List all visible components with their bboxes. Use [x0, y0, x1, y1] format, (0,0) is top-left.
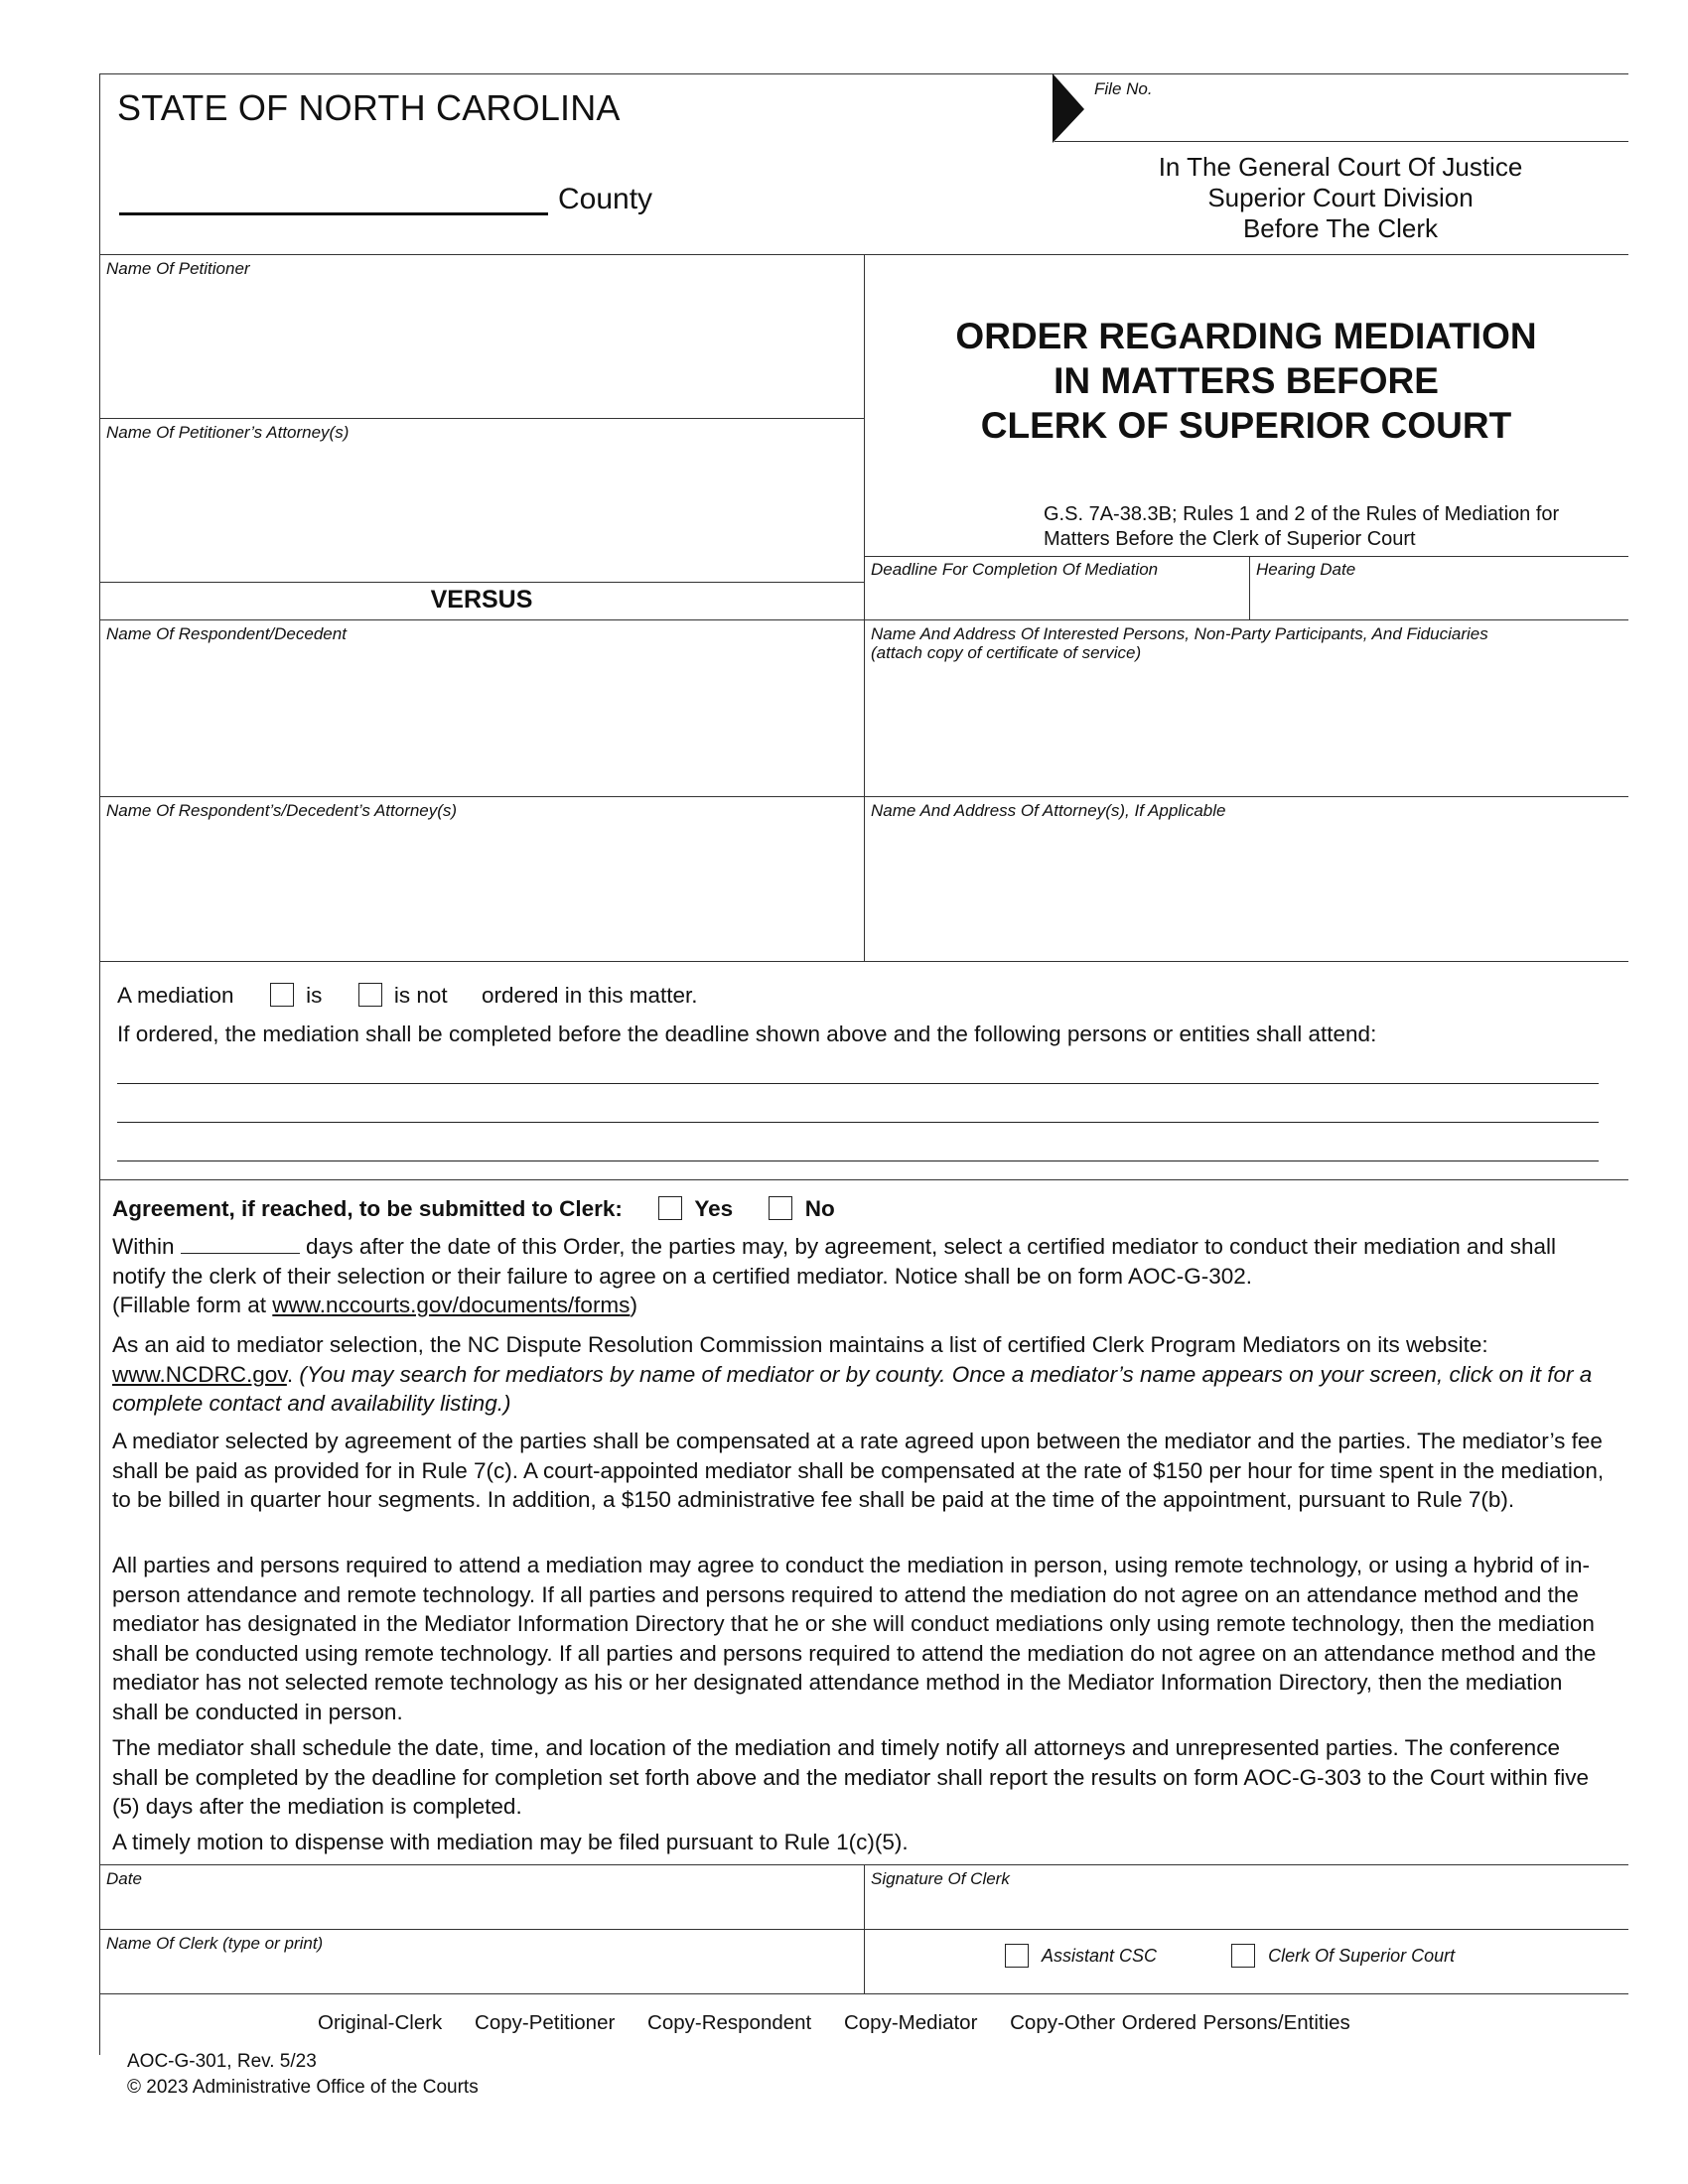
- petitioner-attorney-field[interactable]: [101, 444, 862, 581]
- mediation-suffix: ordered in this matter.: [481, 983, 698, 1008]
- copy-other: Copy-Other Ordered Persons/Entities: [1010, 2011, 1350, 2034]
- statute-line-1: G.S. 7A-38.3B; Rules 1 and 2 of the Rules of Mediation for: [1044, 503, 1560, 525]
- respondent-attorney-label: Name Of Respondent’s/Decedent’s Attorney(s): [106, 801, 458, 820]
- versus-divider: [99, 619, 1628, 620]
- deadline-label: Deadline For Completion Of Mediation: [871, 560, 1159, 579]
- court-line-1: In The General Court Of Justice: [1158, 152, 1523, 182]
- assistant-csc-checkbox[interactable]: [1005, 1944, 1029, 1968]
- mediation-instruction: If ordered, the mediation shall be completed before the deadline shown above and the following persons or entities shall attend:: [117, 1022, 1377, 1046]
- file-no-label: File No.: [1094, 79, 1153, 98]
- petitioner-attorney-label: Name Of Petitioner’s Attorney(s): [106, 423, 350, 442]
- paragraph-compensation: A mediator selected by agreement of the parties shall be compensated at a rate agreed upon between the mediator and the parties. The mediator’s fee shall be paid as provided for in Rule 7(c). A court-appointed mediator shall be compensated at the rate of $150 per hour for time spent in the mediation, to be billed in quarter hour segments. In addition, a $150 administrative fee shall be paid at the time of the appointment, pursuant to Rule 7(b).: [112, 1429, 1605, 1512]
- hearing-date-label: Hearing Date: [1256, 560, 1356, 579]
- mediation-is-label: is: [306, 983, 323, 1008]
- clerk-title-options: [1005, 1946, 1455, 1968]
- mediation-is-not-checkbox[interactable]: [358, 983, 382, 1007]
- signature-field[interactable]: [866, 1890, 1626, 1928]
- respondent-divider: [99, 796, 1628, 797]
- within-text: Within: [112, 1234, 175, 1259]
- agreement-yes-checkbox[interactable]: [658, 1196, 682, 1220]
- mediation-is-checkbox[interactable]: [270, 983, 294, 1007]
- form-id: AOC-G-301, Rev. 5/23: [127, 2051, 317, 2072]
- paragraph-scheduling: The mediator shall schedule the date, time, and location of the mediation and timely notify all attorneys and unrepresented parties. The conference shall be completed by the deadline for completion set forth above and the mediator shall report the results on form AOC-G-303 to the Court within five (5) days after the mediation is completed.: [112, 1735, 1590, 1819]
- state-title: STATE OF NORTH CAROLINA: [117, 87, 621, 128]
- top-border: [99, 73, 1628, 74]
- statute-reference: [1044, 502, 1559, 552]
- petitioner-attorney-divider: [99, 582, 864, 583]
- paragraph-ncdrc: [112, 1330, 1612, 1419]
- copy-mediator: Copy-Mediator: [843, 2011, 978, 2034]
- mediation-ordered-row: [117, 981, 698, 1011]
- signature-bottom-line: [99, 1993, 1628, 1994]
- party-grid-bottom: [99, 961, 1628, 962]
- days-blank[interactable]: [181, 1233, 300, 1254]
- agreement-no-checkbox[interactable]: [769, 1196, 792, 1220]
- clerk-name-label: Name Of Clerk (type or print): [106, 1934, 324, 1953]
- paragraph-selection-deadline: [112, 1232, 1612, 1320]
- agreement-row: [112, 1194, 835, 1224]
- attendee-line-3[interactable]: [117, 1143, 1599, 1161]
- signature-middle-line: [99, 1929, 1628, 1930]
- fillable-form-suffix: ): [630, 1293, 637, 1317]
- fillable-form-prefix: (Fillable form at: [112, 1293, 273, 1317]
- petitioner-field[interactable]: [101, 280, 862, 417]
- attorneys-address-label: Name And Address Of Attorney(s), If Applicable: [871, 801, 1226, 820]
- county-blank[interactable]: [119, 212, 548, 215]
- selection-text: days after the date of this Order, the parties may, by agreement, select a certified mediator to conduct their mediation and shall notify the clerk of their selection or their failure to agree on a certified mediator. Notice shall be on form AOC-G-302.: [112, 1234, 1557, 1289]
- date-field[interactable]: [101, 1890, 862, 1928]
- assistant-csc-label: Assistant CSC: [1042, 1946, 1158, 1966]
- paragraph-attendance: All parties and persons required to attend a mediation may agree to conduct the mediation in person, using remote technology, or using a hybrid of in-person attendance and remote technology. If all parties and persons required to attend the mediation do not agree on an attendance method and the mediator has designated in the Mediator Information Directory that he or she will conduct mediations only using remote technology, then the mediation shall be conducted using remote technology. If all parties and persons required to attend the mediation do not agree on an attendance method and the mediator has not selected remote technology as his or her designated attendance method in the Mediator Information Directory, then the mediation shall be conducted in person.: [112, 1553, 1597, 1724]
- statute-line-2: Matters Before the Clerk of Superior Court: [1044, 528, 1416, 550]
- file-no-arrow-icon: [1053, 73, 1092, 145]
- interested-persons-label-line2: (attach copy of certificate of service): [871, 643, 1142, 662]
- forms-link[interactable]: www.nccourts.gov/documents/forms: [272, 1293, 631, 1317]
- interested-persons-label: [871, 624, 1488, 662]
- mediation-section-bottom: [99, 1179, 1628, 1180]
- respondent-field[interactable]: [101, 645, 862, 794]
- grid-left-border: [99, 73, 100, 2055]
- mediation-prefix: A mediation: [117, 983, 234, 1008]
- interested-persons-field[interactable]: [866, 665, 1626, 794]
- ncdrc-text: As an aid to mediator selection, the NC Dispute Resolution Commission maintains a list of certified Clerk Program Mediators on its website:: [112, 1332, 1488, 1357]
- copy-original-clerk: Original-Clerk: [318, 2011, 443, 2034]
- ncdrc-period: .: [286, 1361, 300, 1387]
- court-line-3: Before The Clerk: [1242, 213, 1439, 243]
- copyright: © 2023 Administrative Office of the Courts: [127, 2077, 479, 2098]
- mediation-is-not-label: is not: [393, 983, 448, 1008]
- file-no-field[interactable]: [1092, 77, 1628, 139]
- deadline-field[interactable]: [866, 581, 1247, 618]
- county-label: County: [558, 183, 653, 215]
- copy-respondent: Copy-Respondent: [647, 2011, 812, 2034]
- agreement-yes-label: Yes: [694, 1196, 734, 1221]
- petitioner-label: Name Of Petitioner: [106, 259, 250, 278]
- respondent-label: Name Of Respondent/Decedent: [106, 624, 347, 643]
- clerk-superior-label: Clerk Of Superior Court: [1268, 1946, 1456, 1966]
- petitioner-divider: [99, 418, 864, 419]
- copy-distribution: [318, 2011, 1350, 2035]
- court-line-2: Superior Court Division: [1207, 183, 1474, 212]
- copy-petitioner: Copy-Petitioner: [475, 2011, 616, 2034]
- attorneys-address-field[interactable]: [866, 822, 1626, 959]
- court-lines: [1092, 152, 1589, 244]
- title-line-2: IN MATTERS BEFORE: [1054, 360, 1439, 401]
- title-line-3: CLERK OF SUPERIOR COURT: [980, 405, 1512, 446]
- attendee-line-1[interactable]: [117, 1065, 1599, 1084]
- ncdrc-search-note: (You may search for mediators by name of mediator or by county. Once a mediator’s name appears on your screen, click on it for a complete contact and availability listing.): [112, 1361, 1593, 1416]
- signature-label: Signature Of Clerk: [871, 1869, 1010, 1888]
- attendee-line-2[interactable]: [117, 1104, 1599, 1123]
- hearing-date-field[interactable]: [1251, 581, 1626, 618]
- agreement-no-label: No: [804, 1196, 835, 1221]
- ncdrc-link[interactable]: www.NCDRC.gov: [112, 1361, 287, 1387]
- deadline-hearing-divider: [1249, 556, 1250, 619]
- date-label: Date: [106, 1869, 142, 1888]
- agreement-label: Agreement, if reached, to be submitted to Clerk:: [112, 1196, 623, 1221]
- deadline-top-line: [864, 556, 1628, 557]
- paragraph-motion: A timely motion to dispense with mediation may be filed pursuant to Rule 1(c)(5).: [112, 1830, 909, 1854]
- clerk-superior-checkbox[interactable]: [1231, 1944, 1255, 1968]
- interested-persons-label-line1: Name And Address Of Interested Persons, Non-Party Participants, And Fiduciaries: [871, 624, 1488, 643]
- form-title: [864, 314, 1628, 448]
- title-line-1: ORDER REGARDING MEDIATION: [955, 316, 1537, 356]
- clerk-name-field[interactable]: [101, 1955, 862, 1990]
- versus-label: VERSUS: [430, 586, 533, 614]
- file-no-underline: [1055, 141, 1628, 142]
- respondent-attorney-field[interactable]: [101, 822, 862, 959]
